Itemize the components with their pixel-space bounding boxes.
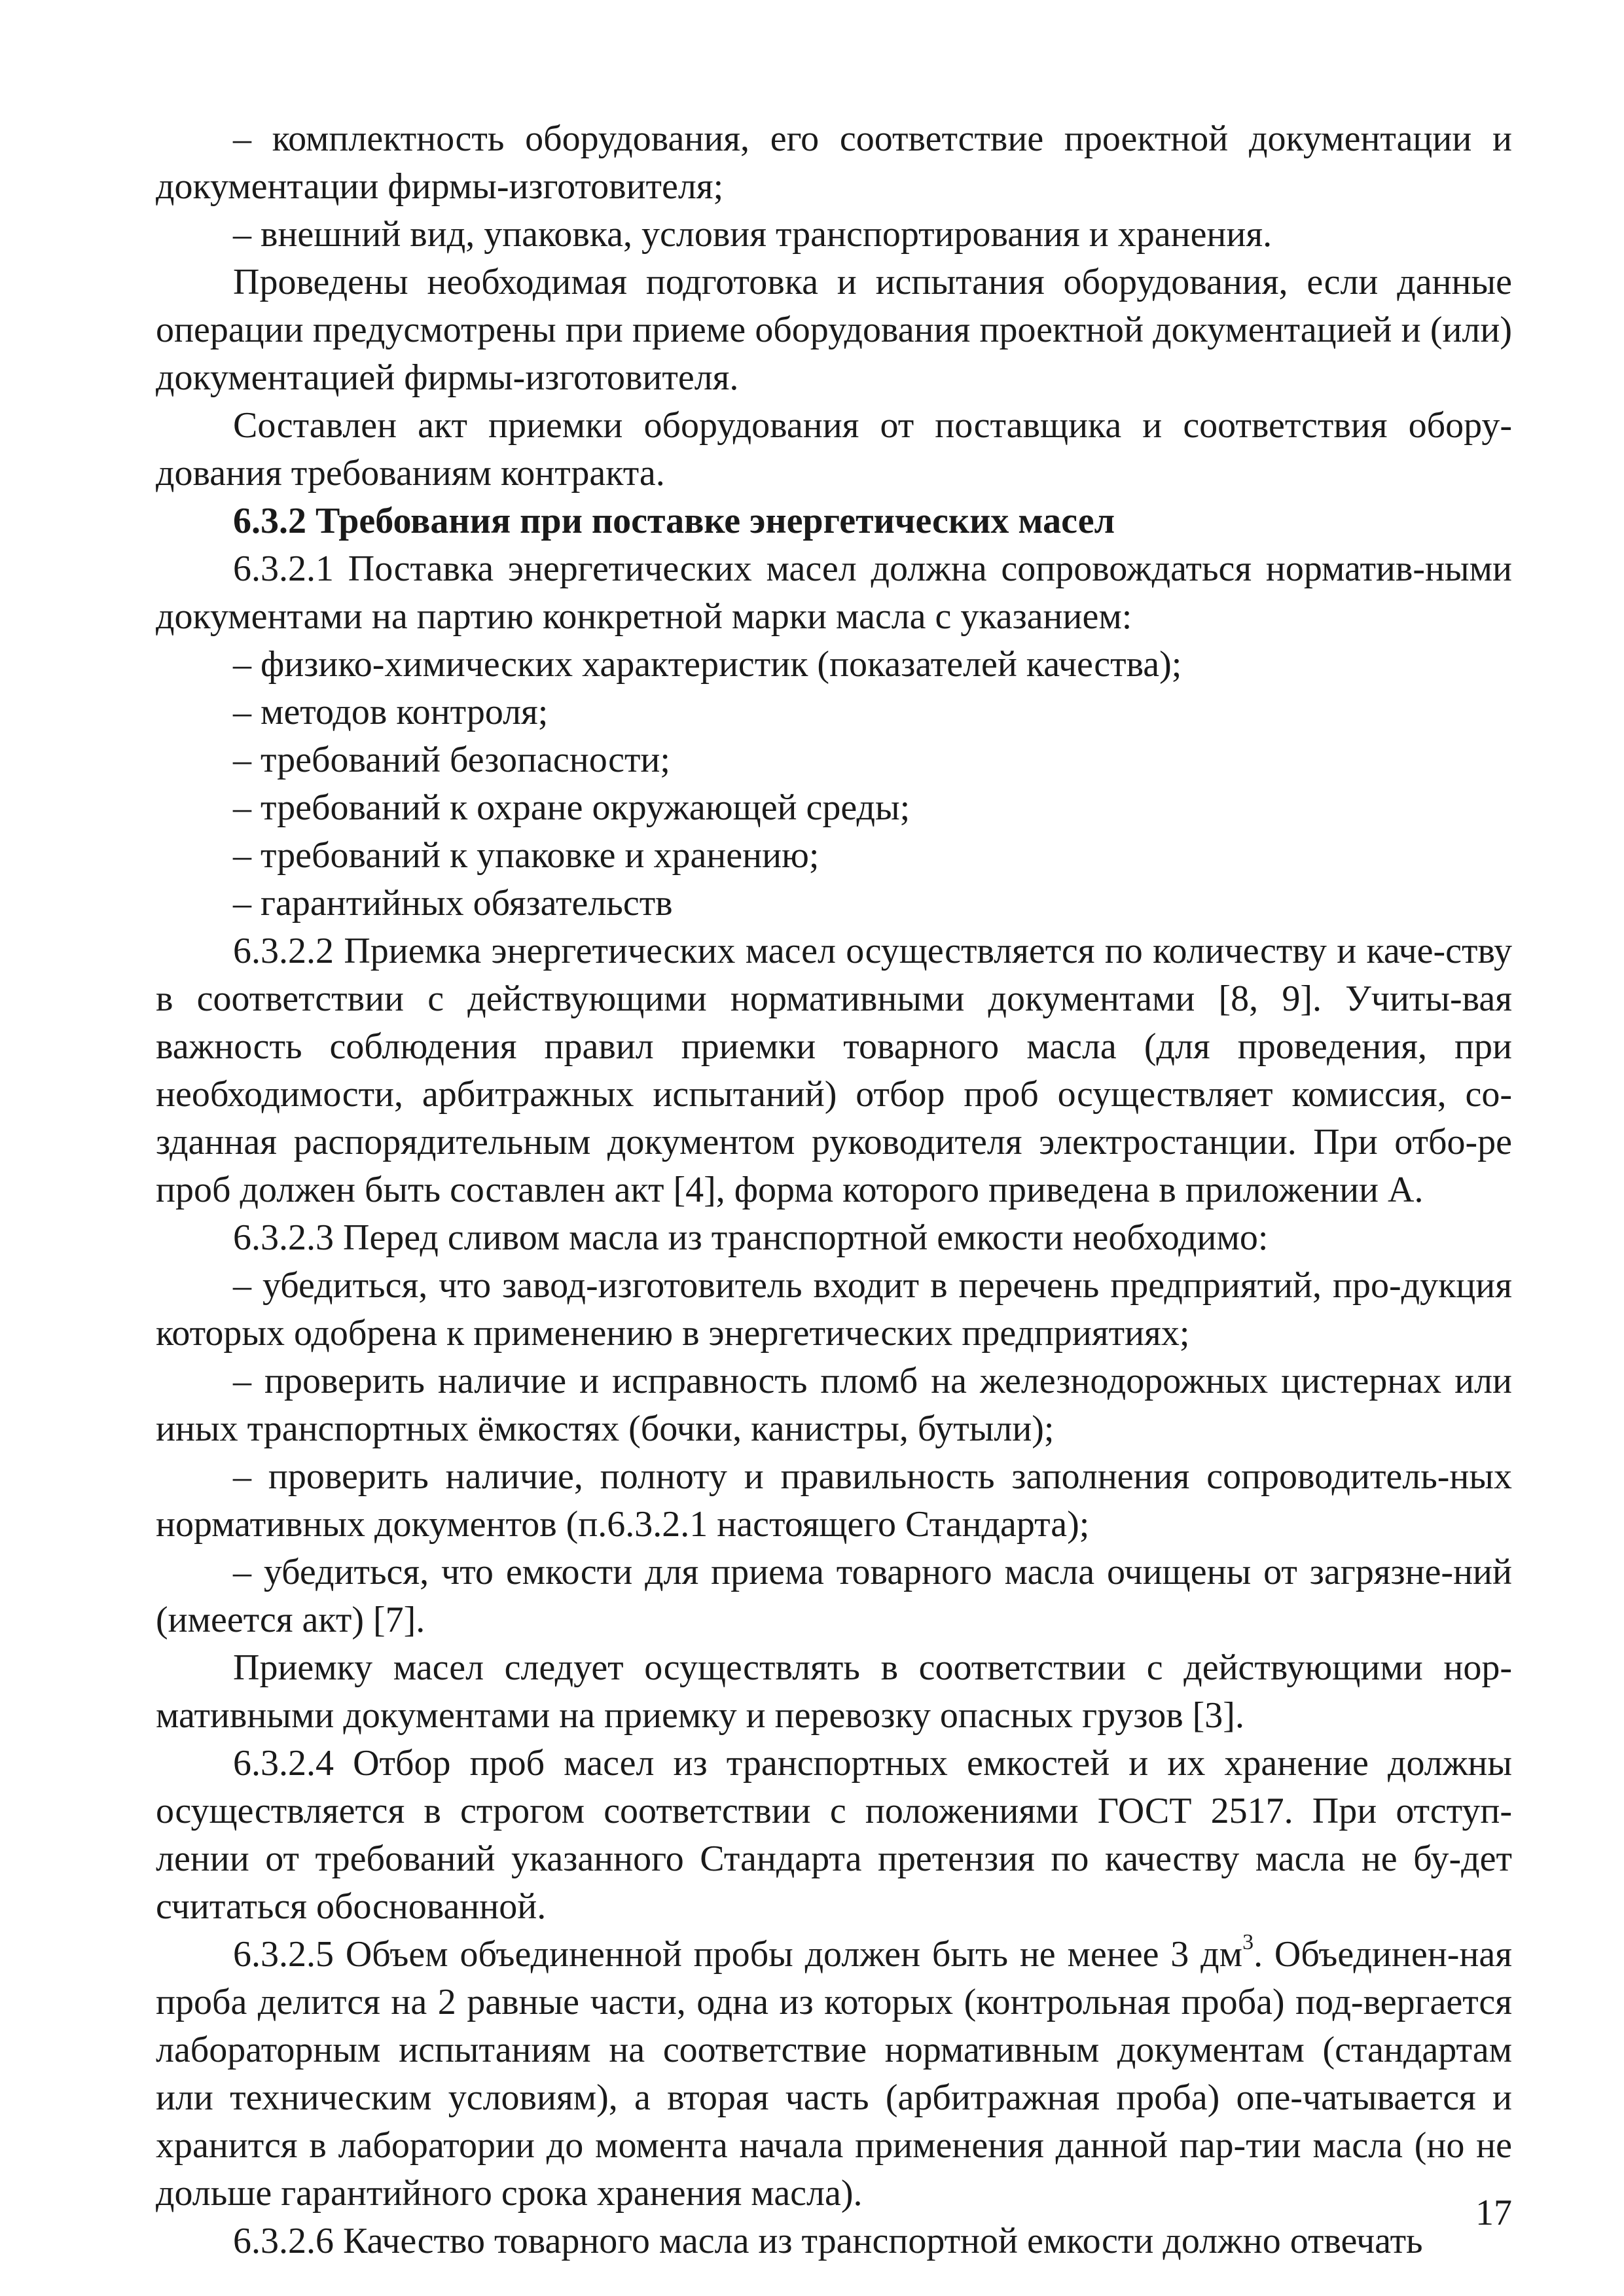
- paragraph-6-3-2-4: 6.3.2.4 Отбор проб масел из транспортных емкостей и их хранение должны осуществляется в строгом соответствии с положениями ГОСТ 2517. При отступ-лении от требований указанного Стандарта претензия по качеству масла не бу-дет считаться обоснованной.: [156, 1743, 1512, 1927]
- paragraph-preparation: Проведены необходимая подготовка и испытания оборудования, если данные операции предусмотрены при приеме оборудования проектной документацией и (или) документацией фирмы-изготовителя.: [156, 262, 1512, 398]
- document-body: [156, 115, 1512, 2265]
- list-item-documents: – проверить наличие, полноту и правильность заполнения сопроводитель-ных нормативных документов (п.6.3.2.1 настоящего Стандарта);: [156, 1456, 1512, 1545]
- page-number: 17: [1475, 2193, 1512, 2233]
- p6325-after: . Объединен-ная проба делится на 2 равные части, одна из которых (контрольная проба) под-вергается лабораторным испытаниям на соответствие нормативным документам (стандартам или техническим условиям), а вторая часть (арбитражная проба) опе-чатывается и хранится в лаборатории до момента начала применения данной пар-тии масла (но не дольше гарантийного срока хранения масла).: [156, 1934, 1512, 2214]
- list-item-seals: – проверить наличие и исправность пломб на железнодорожных цистернах или иных транспортных ёмкостях (бочки, канистры, бутыли);: [156, 1361, 1512, 1449]
- paragraph-acceptance-act: Составлен акт приемки оборудования от поставщика и соответствия обору-дования требованиям контракта.: [156, 405, 1512, 493]
- list-item-safety: – требований безопасности;: [233, 740, 670, 780]
- list-item-warranty: – гарантийных обязательств: [233, 883, 673, 924]
- list-item-packaging: – требований к упаковке и хранению;: [233, 835, 820, 876]
- paragraph-6-3-2-5: [156, 1931, 1512, 2217]
- list-item-appearance: – внешний вид, упаковка, условия транспортирования и хранения.: [233, 214, 1272, 255]
- paragraph-6-3-2-3: 6.3.2.3 Перед сливом масла из транспортной емкости необходимо:: [233, 1217, 1269, 1258]
- list-item-characteristics: – физико-химических характеристик (показателей качества);: [233, 644, 1182, 685]
- superscript-3: 3: [1242, 1930, 1254, 1954]
- list-item-environment: – требований к охране окружающей среды;: [233, 787, 911, 828]
- paragraph-acceptance-rules: Приемку масел следует осуществлять в соответствии с действующими нор-мативными документами на приемку и перевозку опасных грузов [3].: [156, 1647, 1512, 1736]
- paragraph-6-3-2-6: 6.3.2.6 Качество товарного масла из транспортной емкости должно отвечать: [233, 2221, 1423, 2261]
- section-heading-6-3-2: 6.3.2 Требования при поставке энергетических масел: [233, 501, 1115, 541]
- paragraph-6-3-2-2: 6.3.2.2 Приемка энергетических масел осуществляется по количеству и каче-ству в соответствии с действующими нормативными документами [8, 9]. Учиты-вая важность соблюдения правил приемки товарного масла (для проведения, при необходимости, арбитражных испытаний) отбор проб осуществляет комиссия, со-зданная распорядительным документом руководителя электростанции. При отбо-ре проб должен быть составлен акт [4], форма которого приведена в приложении А.: [156, 931, 1512, 1210]
- list-item-clean-tanks: – убедиться, что емкости для приема товарного масла очищены от загрязне-ний (имеется акт) [7].: [156, 1552, 1512, 1640]
- list-item-completeness: – комплектность оборудования, его соответствие проектной документации и документации фирмы-изготовителя;: [156, 118, 1512, 207]
- paragraph-6-3-2-1: 6.3.2.1 Поставка энергетических масел должна сопровождаться норматив-ными документами на партию конкретной марки масла с указанием:: [156, 548, 1512, 637]
- p6325-before: 6.3.2.5 Объем объединенной пробы должен быть не менее 3 дм: [233, 1934, 1243, 1975]
- list-item-manufacturer: – убедиться, что завод-изготовитель входит в перечень предприятий, про-дукция которых одобрена к применению в энергетических предприятиях;: [156, 1265, 1512, 1354]
- list-item-control-methods: – методов контроля;: [233, 692, 549, 732]
